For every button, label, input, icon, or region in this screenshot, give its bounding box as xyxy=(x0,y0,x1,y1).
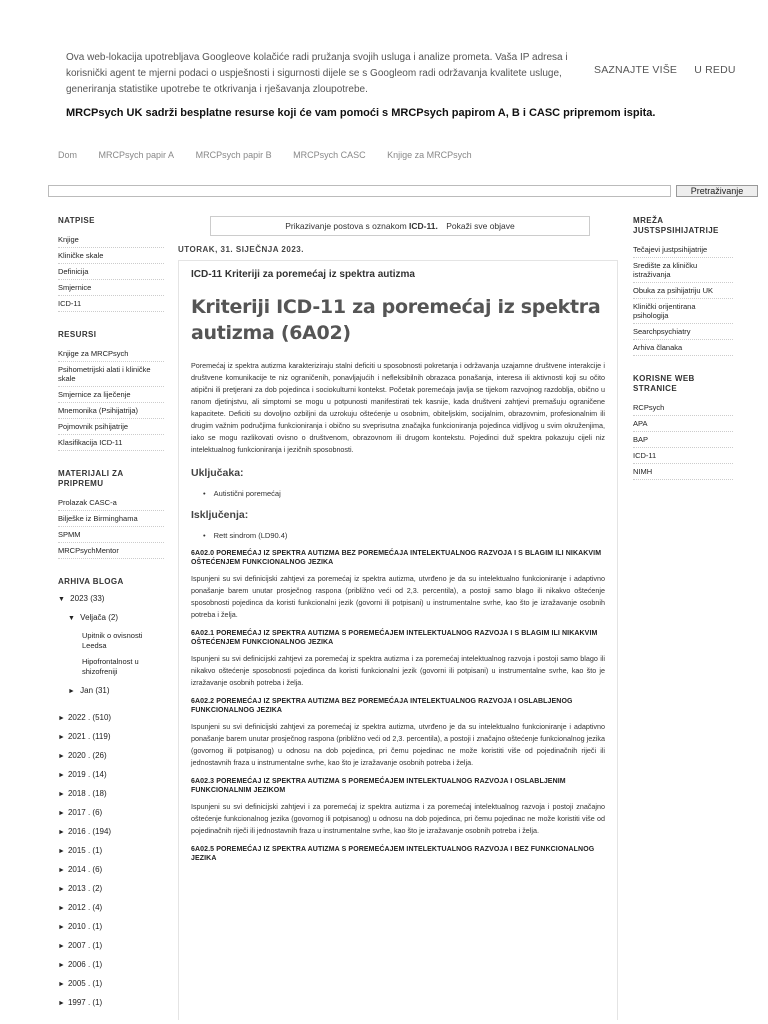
archive-year[interactable]: ► 2017 . (6) xyxy=(58,808,103,817)
triangle-right-icon: ► xyxy=(58,715,65,722)
label-item[interactable]: Smjernice xyxy=(58,280,164,296)
label-item[interactable]: ICD-11 xyxy=(58,296,164,312)
label-filter-banner: Prikazivanje postova s oznakom ICD-11. Pokaži sve objave xyxy=(210,216,590,236)
archive-years xyxy=(58,712,164,1010)
post-subtitle[interactable]: ICD-11 Kriteriji za poremećaj iz spektra autizma xyxy=(191,269,415,280)
archive-year[interactable]: ► 2016 . (194) xyxy=(58,827,112,836)
site-tagline: MRCPsych UK sadrži besplatne resurse koji će vam pomoći s MRCPsych papirom A, B i CASC pripremom ispita. xyxy=(66,107,656,119)
archive-post-link[interactable]: Upitnik o ovisnosti Leedsa xyxy=(82,631,143,650)
archive-year[interactable]: ► 2022 . (510) xyxy=(58,713,112,722)
nav-books[interactable]: Knjige za MRCPsych xyxy=(387,150,472,160)
section-heading: 6A02.3 POREMEĆAJ IZ SPEKTRA AUTIZMA S POREMEĆAJEM INTELEKTUALNOG RAZVOJA I OSLABLJENIM FUNKCIONALNIM JEZIKOM xyxy=(191,778,566,794)
triangle-down-icon: ▼ xyxy=(58,596,65,603)
resources-title: RESURSI xyxy=(58,330,97,339)
network-title: MREŽA JUSTSPSIHIJATRIJE xyxy=(633,216,719,235)
section-heading: 6A02.1 POREMEĆAJ IZ SPEKTRA AUTIZMA S POREMEĆAJEM INTELEKTUALNOG RAZVOJA I S BLAGIM ILI NIKAKVIM OŠTEĆENJEM FUNKCIONALNOG JEZIKA xyxy=(191,630,598,646)
archive-year[interactable]: ► 2013 . (2) xyxy=(58,884,103,893)
inclusion-item: • Autistični poremećaj xyxy=(203,489,605,498)
useful-site-link[interactable]: ICD-11 xyxy=(633,448,733,464)
useful-site-link[interactable]: APA xyxy=(633,416,733,432)
section-text: Ispunjeni su svi definicijski zahtjevi za poremećaj iz spektra autizma, utvrđeno je da su intelektualno funkcioniranje i adaptivno ponašanje barem unutar prosječnog raspona (približno veći od 2,3. percentila), a postoji samo blago ili nikakvo oštećenje sposobnosti pojedinca da koristi funkcionalni jezik (govorni ili potpisani) u instrumentalne svrhe, kao što je izražavanje osobnih potreba i želja. xyxy=(191,574,605,619)
intro-paragraph: Poremećaj iz spektra autizma karakteriziraju stalni deficiti u sposobnosti pokretanja i održavanja uzajamne društvene interakcije i društvene komunikacije te niz ograničenih, ponavljajućih i nefleksibilnih obrazaca ponašanja, interesa ili aktivnosti koji su očito atipični ili pretjerani za dob pojedinca i sociokulturni kontekst. Početak poremećaja javlja se tijekom razvojnog razdoblja, obično u ranom djetinjstvu, ali simptomi se mogu u potpunosti manifestirati tek kasnije, kada društveni zahtjevi premašuju ograničene kapacitete. Deficiti su dovoljno ozbiljni da uzrokuju oštećenje u osobnim, obiteljskim, socijalnim, obrazovnim, profesionalnim ili drugim važnim područjima funkcioniranja i obično su sveprisutna značajka funkcioniranja pojedinca vidljivog u svim okruženjima, iako se mogu razlikovati ovisno o društvenom, obrazovnom ili drugom kontekstu. Pojedinci duž spektra pokazuju cijeli niz intelektualnog funkcioniranja i jezičnih sposobnosti. xyxy=(191,361,605,454)
resources-list xyxy=(58,346,164,451)
label-tag: ICD-11. xyxy=(409,221,438,231)
useful-site-link[interactable]: BAP xyxy=(633,432,733,448)
labels-title: NATPISE xyxy=(58,216,95,225)
archive-year[interactable]: ► 2019 . (14) xyxy=(58,770,107,779)
nav-casc[interactable]: MRCPsych CASC xyxy=(293,150,366,160)
network-list xyxy=(633,242,733,356)
section-text: Ispunjeni su svi definicijski zahtjevi za poremećaj iz spektra autizma i za poremećaj intelektualnog razvoja i postoji samo blago ili nikakvo oštećenje sposobnosti pojedinca da koristi funkcionalni jezik (govorni ili potpisani) u instrumentalne svrhe, kao što je izražavanje osobnih potreba i želja. xyxy=(191,654,605,687)
archive-month-january[interactable]: ► Jan (31) xyxy=(68,686,110,695)
network-link[interactable]: Obuka za psihijatriju UK xyxy=(633,283,733,299)
blog-archive xyxy=(58,593,164,1010)
archive-year[interactable]: ► 2015 . (1) xyxy=(58,846,103,855)
post-date: UTORAK, 31. SIJEČNJA 2023. xyxy=(178,245,304,254)
triangle-right-icon: ► xyxy=(58,924,65,931)
triangle-right-icon: ► xyxy=(58,791,65,798)
resource-item[interactable]: Klasifikacija ICD-11 xyxy=(58,435,164,451)
prep-item[interactable]: SPMM xyxy=(58,527,164,543)
triangle-right-icon: ► xyxy=(58,829,65,836)
archive-year[interactable]: ► 2018 . (18) xyxy=(58,789,107,798)
archive-year[interactable]: ► 2007 . (1) xyxy=(58,941,103,950)
right-sidebar xyxy=(633,216,733,498)
triangle-right-icon: ► xyxy=(58,810,65,817)
useful-sites-list xyxy=(633,400,733,480)
archive-year[interactable]: ► 1997 . (1) xyxy=(58,998,103,1007)
prep-materials-title: MATERIJALI ZA PRIPREMU xyxy=(58,469,124,488)
nav-paper-a[interactable]: MRCPsych papir A xyxy=(98,150,175,160)
triangle-right-icon: ► xyxy=(58,943,65,950)
nav-paper-b[interactable]: MRCPsych papir B xyxy=(195,150,272,160)
search-button[interactable]: Pretraživanje xyxy=(676,185,758,197)
search-input[interactable] xyxy=(48,185,671,197)
triangle-right-icon: ► xyxy=(58,848,65,855)
triangle-right-icon: ► xyxy=(58,962,65,969)
triangle-down-icon: ▼ xyxy=(68,615,75,622)
triangle-right-icon: ► xyxy=(58,886,65,893)
learn-more-link[interactable]: SAZNAJTE VIŠE xyxy=(594,64,678,76)
triangle-right-icon: ► xyxy=(58,753,65,760)
useful-site-link[interactable]: RCPsych xyxy=(633,400,733,416)
resource-item[interactable]: Psihometrijski alati i kliničke skale xyxy=(58,362,164,387)
nav-home[interactable]: Dom xyxy=(58,150,78,160)
archive-year[interactable]: ► 2021 . (119) xyxy=(58,732,111,741)
ok-button[interactable]: U REDU xyxy=(694,64,736,76)
section-heading: 6A02.0 POREMEĆAJ IZ SPEKTRA AUTIZMA BEZ POREMEĆAJA INTELEKTUALNOG RAZVOJA I S BLAGIM ILI NIKAKVIM OŠTEĆENJEM FUNKCIONALNOG JEZIKA xyxy=(191,550,602,566)
archive-month-february[interactable]: ▼ Veljača (2) xyxy=(68,613,118,622)
resource-item[interactable]: Knjige za MRCPsych xyxy=(58,346,164,362)
main-content xyxy=(178,216,618,1020)
triangle-right-icon: ► xyxy=(68,688,75,695)
archive-post-link[interactable]: Hipofrontalnost u shizofreniji xyxy=(82,657,139,676)
section-text: Ispunjeni su svi definicijski zahtjevi i za poremećaj iz spektra autizma i za poremećaj intelektualnog razvoja i postoji značajno oštećenje funkcionalnog jezika (govornog ili potpisanog) u odnosu na dob pojedinca, pri čemu pojedinac ne može koristiti više od pojedinačnih riječi ili jednostavnih fraza u instrumentalne svrhe, kao što je izražavanje osobnih potreba i želja. xyxy=(191,802,605,835)
triangle-right-icon: ► xyxy=(58,1000,65,1007)
triangle-right-icon: ► xyxy=(58,867,65,874)
label-item[interactable]: Definicija xyxy=(58,264,164,280)
exclusions-heading: Isključenja: xyxy=(191,509,249,521)
prep-materials-list xyxy=(58,495,164,559)
prep-item[interactable]: Prolazak CASC-a xyxy=(58,495,164,511)
resource-item[interactable]: Mnemonika (Psihijatrija) xyxy=(58,403,164,419)
resource-item[interactable]: Smjernice za liječenje xyxy=(58,387,164,403)
archive-year[interactable]: ► 2012 . (4) xyxy=(58,903,103,912)
label-item[interactable]: Kliničke skale xyxy=(58,248,164,264)
exclusion-item: • Rett sindrom (LD90.4) xyxy=(203,531,605,540)
archive-year-2023[interactable]: ▼ 2023 (33) xyxy=(58,594,105,603)
useful-sites-title: KORISNE WEB STRANICE xyxy=(633,374,695,393)
archive-year[interactable]: ► 2006 . (1) xyxy=(58,960,103,969)
section-heading: 6A02.2 POREMEĆAJ IZ SPEKTRA AUTIZMA BEZ POREMEĆAJA INTELEKTUALNOG RAZVOJA I OSLABLJENOG FUNKCIONALNOG JEZIKA xyxy=(191,698,573,714)
network-link[interactable]: Središte za kliničku istraživanja xyxy=(633,258,733,283)
inclusions-heading: Uključaka: xyxy=(191,467,244,479)
prep-item[interactable]: MRCPsychMentor xyxy=(58,543,164,559)
cookie-actions xyxy=(594,64,750,76)
prep-item[interactable]: Bilješke iz Birminghama xyxy=(58,511,164,527)
archive-year[interactable]: ► 2010 . (1) xyxy=(58,922,103,931)
top-nav xyxy=(58,150,491,160)
archive-year[interactable]: ► 2014 . (6) xyxy=(58,865,103,874)
triangle-right-icon: ► xyxy=(58,981,65,988)
post-body xyxy=(178,260,618,1020)
archive-title: ARHIVA BLOGA xyxy=(58,577,124,586)
archive-year[interactable]: ► 2005 . (1) xyxy=(58,979,103,988)
network-link[interactable]: Arhiva članaka xyxy=(633,340,733,356)
section-text: Ispunjeni su svi definicijski zahtjevi za poremećaj iz spektra autizma, utvrđeno je da su intelektualno funkcioniranje i adaptivno ponašanje barem unutar prosječnog raspona (približno veći od 2,3. percentila), a postoji i značajno oštećenje funkcionalnog jezika (govornog ili potpisanog) u odnosu na dob pojedinca, pri čemu pojedinac ne može koristiti više od pojedinačnih riječi ili jednostavnih fraza u instrumentalne svrhe, kao što je izražavanje osobnih potreba i želja. xyxy=(191,722,605,767)
post-title: Kriteriji ICD-11 za poremećaj iz spektra autizma (6A02) xyxy=(191,296,601,344)
left-sidebar xyxy=(58,216,164,1016)
useful-site-link[interactable]: NIMH xyxy=(633,464,733,480)
network-link[interactable]: Klinički orijentirana psihologija xyxy=(633,299,733,324)
triangle-right-icon: ► xyxy=(58,905,65,912)
network-link[interactable]: Tečajevi justpsihijatrije xyxy=(633,242,733,258)
section-heading: 6A02.5 POREMEĆAJ IZ SPEKTRA AUTIZMA S POREMEĆAJEM INTELEKTUALNOG RAZVOJA I BEZ FUNKCIONALNOG JEZIKA xyxy=(191,846,595,862)
search-bar xyxy=(48,185,760,197)
label-item[interactable]: Knjige xyxy=(58,232,164,248)
show-all-posts-link[interactable]: Pokaži sve objave xyxy=(446,221,515,231)
cookie-notice: Ova web-lokacija upotrebljava Googleove kolačiće radi pružanja svojih usluga i analize prometa. Vaša IP adresa i korisnički agent te mjerni podaci o uspješnosti i sigurnosti dijele se s Googleom radi održavanja kvalitete usluge, generiranja statistike upotrebe te otkrivanja i rješavanja zloupotrebe. xyxy=(66,52,568,95)
labels-list xyxy=(58,232,164,312)
network-link[interactable]: Searchpsychiatry xyxy=(633,324,733,340)
archive-year[interactable]: ► 2020 . (26) xyxy=(58,751,107,760)
triangle-right-icon: ► xyxy=(58,772,65,779)
triangle-right-icon: ► xyxy=(58,734,65,741)
resource-item[interactable]: Pojmovnik psihijatrije xyxy=(58,419,164,435)
